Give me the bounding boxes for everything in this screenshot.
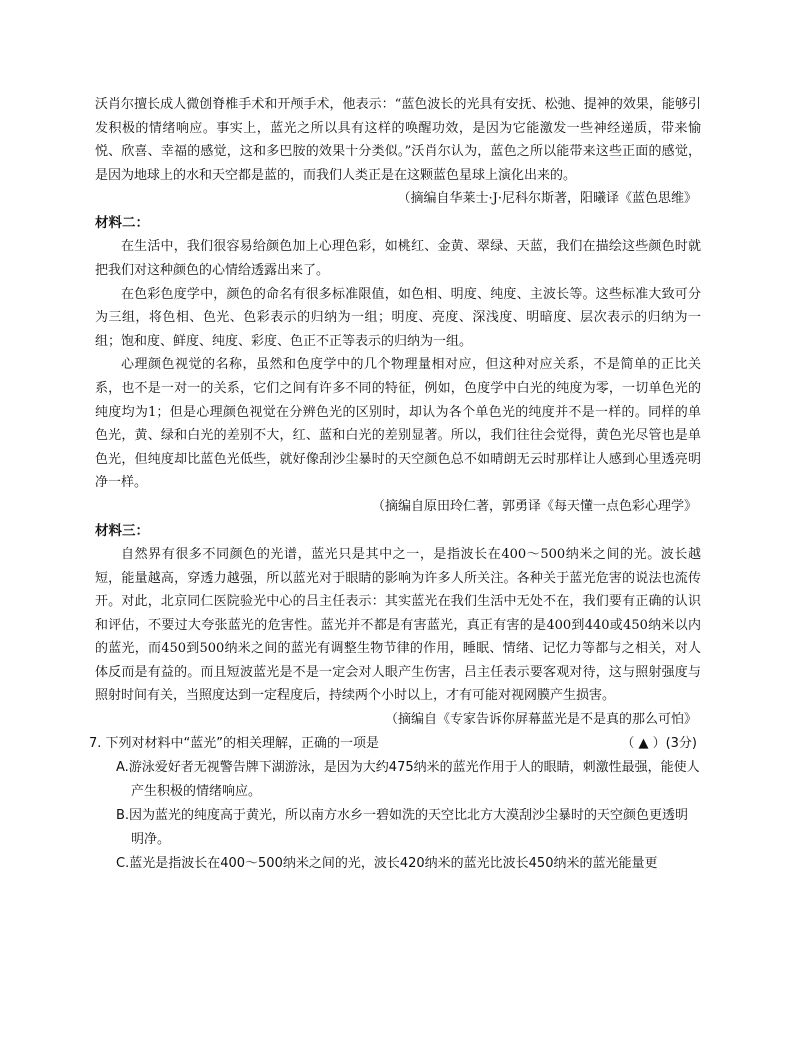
- option-c: C.蓝光是指波长在400～500纳米之间的光，波长420纳米的蓝光比波长450纳米的蓝光能量更: [116, 856, 658, 872]
- material2-paragraph-1: 在生活中，我们很容易给颜色加上心理色彩，如桃红、金黄、翠绿、天蓝，我们在描绘这些颜色时就把我们对这种颜色的心情给透露出来了。: [95, 239, 701, 278]
- material1-tail-paragraph: 沃肖尔擅长成人微创脊椎手术和开颅手术，他表示：“蓝色波长的光具有安抚、松弛、提神的效果，能够引发积极的情绪响应。事实上，蓝光之所以具有这样的唤醒功效，是因为它能激发一些神经递质，带来愉悦、欣喜、幸福的感觉，这和多巴胺的效果十分类似。”沃肖尔认为，蓝色之所以能带来这些正面的感觉，是因为地球上的水和天空都是蓝的，而我们人类正是在这颗蓝色星球上演化出来的。: [95, 97, 701, 183]
- document-content: [89, 93, 701, 876]
- material3-paragraph-1: 自然界有很多不同颜色的光谱，蓝光只是其中之一，是指波长在400～500纳米之间的光。波长越短，能量越高，穿透力越强，所以蓝光对于眼睛的影响为许多人所关注。各种关于蓝光危害的说法也流传开。对此，北京同仁医院验光中心的吕主任表示：其实蓝光在我们生活中无处不在，我们要有正确的认识和评估，不要过大夸张蓝光的危害性。蓝光并不都是有害蓝光，真正有害的是400到440或450纳米以内的蓝光，而450到500纳米之间的蓝光有调整生物节律的作用，睡眠、情绪、记忆力等都与之相关，对人体反而是有益的。而且短波蓝光是不是一定会对人眼产生伤害，吕主任表示要客观对待，这与照射强度与照射时间有关，当照度达到一定程度后，持续两个小时以上，才有可能对视网膜产生损害。: [95, 546, 701, 704]
- material2-paragraph-3: 心理颜色视觉的名称，虽然和色度学中的几个物理量相对应，但这种对应关系，不是简单的正比关系，也不是一对一的关系，它们之间有许多不同的特征，例如，色度学中白光的纯度为零，一切单色光的纯度均为1；但是心理颜色视觉在分辨色光的区别时，却认为各个单色光的纯度并不是一样的。同样的单色光，黄、绿和白光的差别不大，红、蓝和白光的差别显著。所以，我们往往会觉得，黄色光尽管也是单色光，但纯度却比蓝色光低些，就好像刮沙尘暴时的天空颜色总不如晴朗无云时那样让人感到心里透亮明净一样。: [95, 357, 701, 491]
- material2-source: （摘编自原田玲仁著，郭勇译《每天懂一点色彩心理学》: [371, 498, 697, 514]
- answer-slot: （ ▲ ）(3分): [621, 736, 697, 752]
- question-7-stem: 7. 下列对材料中“蓝光”的相关理解，正确的一项是: [89, 736, 380, 752]
- material2-heading: 材料二：: [95, 215, 149, 232]
- option-b: B.因为蓝光的纯度高于黄光，所以南方水乡一碧如洗的天空比北方大漠刮沙尘暴时的天空颜色更透明明净。: [116, 808, 689, 848]
- material2-paragraph-2: 在色彩色度学中，颜色的命名有很多标准限值，如色相、明度、纯度、主波长等。这些标准大致可分为三组，将色相、色光、色彩表示的归纳为一组；明度、亮度、深浅度、明暗度、层次表示的归纳为一组；饱和度、鲜度、纯度、彩度、色正不正等表示的归纳为一组。: [95, 286, 701, 349]
- material1-source: （摘编自华莱士·J·尼科尔斯著，阳曦译《蓝色思维》: [397, 191, 697, 207]
- option-a: A.游泳爱好者无视警告牌下湖游泳，是因为大约475纳米的蓝光作用于人的眼睛，刺激性最强，能使人产生积极的情绪响应。: [116, 760, 700, 800]
- material3-heading: 材料三：: [95, 522, 149, 539]
- material3-source: （摘编自《专家告诉你屏幕蓝光是不是真的那么可怕》: [384, 712, 697, 728]
- question-7-stem-line: [89, 732, 701, 756]
